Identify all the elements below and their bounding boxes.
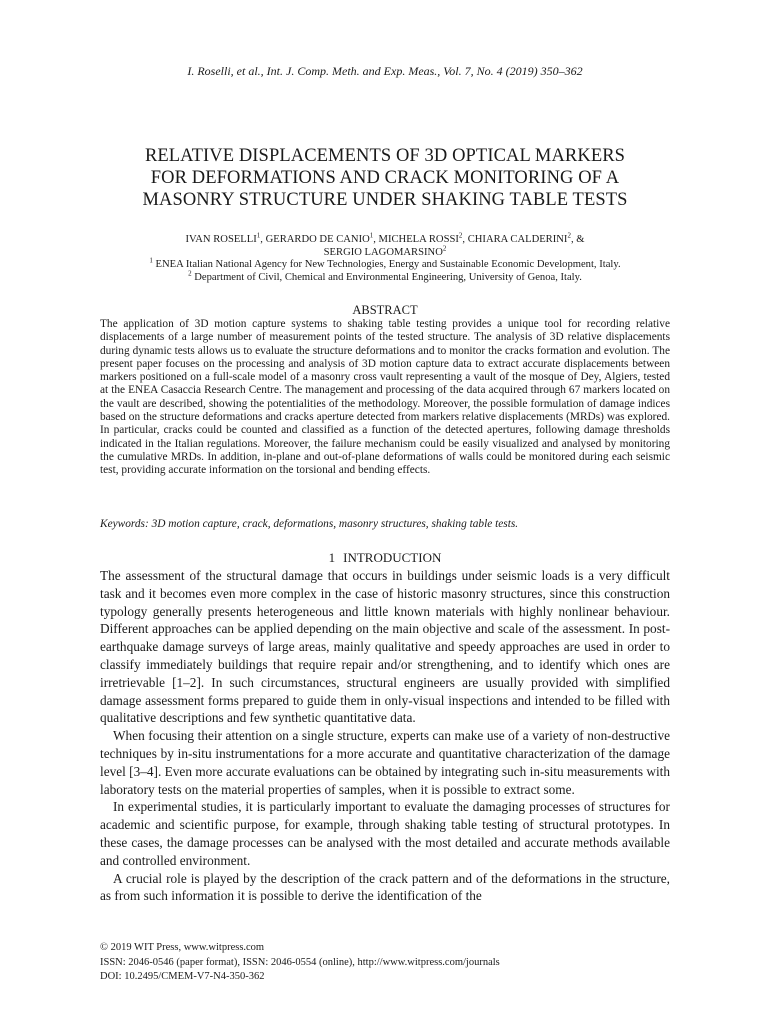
title-line: MASONRY STRUCTURE UNDER SHAKING TABLE TESTS	[142, 190, 628, 210]
title-line: RELATIVE DISPLACEMENTS OF 3D OPTICAL MARKERS	[144, 146, 626, 166]
paragraph: When focusing their attention on a single structure, experts can make use of a variety of non-destructive techniques by in-situ instrumentations for a more accurate and quantitative characterization of the damage level [3–4]. Even more accurate evaluations can be obtained by integrating such in-situ measurements with laboratory tests on the material properties of samples, when it is possible to extract some.	[100, 728, 670, 797]
page-footer	[100, 941, 670, 985]
author-name: , MICHELA ROSSI	[373, 234, 459, 245]
abstract-text: The application of 3D motion capture systems to shaking table testing provides a unique tool for recording relative displacements of a large number of measurement points of the tested structure. The analysis of 3D relative displacements during dynamic tests allows us to evaluate the structure deformations and to monitor the cracks formation and evolution. The present paper focuses on the processing and analysis of 3D motion capture data to extract accurate displacements between markers positioned on a full-scale model of a masonry cross vault representing a vault of the mosque of Dey, Algiers, tested at the ENEA Casaccia Research Centre. The management and processing of the data acquired through 67 markers located on the vault are described, showing the potentialities of the methodology. Moreover, the possible formulation of damage indices based on the structure deformations and cracks aperture detected from markers relative displacements (MRDs) was explored. In particular, cracks could be counted and classified as a function of the detected apertures, following damage thresholds indicated in the Italian regulations. Moreover, the failure mechanism could be easily visualized and analysed by monitoring the cumulative MRDs. In addition, in-plane and out-of-plane deformations of walls could be monitored during each seismic test, providing accurate information on the torsional and bending effects.	[100, 318, 670, 477]
paper-title	[100, 145, 670, 211]
running-head: I. Roselli, et al., Int. J. Comp. Meth. and Exp. Meas., Vol. 7, No. 4 (2019) 350–362	[187, 64, 583, 78]
affil-marker: 1	[256, 231, 261, 240]
author-name: , CHIARA CALDERINI	[462, 234, 568, 245]
issn-line: ISSN: 2046-0546 (paper format), ISSN: 2046-0554 (online), http://www.witpress.com/journals	[100, 956, 500, 968]
section-heading	[100, 550, 670, 566]
paragraph: In experimental studies, it is particularly important to evaluate the damaging processes of structures for academic and scientific purpose, for example, through shaking table testing of structural prototypes. In these cases, the damage processes can be analysed with the most detailed and accurate methods available and controlled environment.	[100, 799, 670, 868]
paragraph: The assessment of the structural damage that occurs in buildings under seismic loads is a very difficult task and it becomes even more complex in the case of historic masonry structures, since this construction typology generally presents heterogeneous and little known materials with highly nonlinear behaviour. Different approaches can be applied depending on the main objective and scale of the assessment. In post-earthquake damage surveys of large areas, mainly qualitative and speedy approaches are used in order to classify immediately buildings that require repair and/or strengthening, and to identify which ones are irretrievable [1–2]. In such circumstances, structural engineers are usually provided with simplified damage assessment forms prepared to guide them in only-visual inspections and intended to be filled with qualitative descriptions and few synthetic quantitative data.	[100, 568, 670, 726]
keywords: Keywords: 3D motion capture, crack, deformations, masonry structures, shaking table tests.	[100, 518, 519, 530]
doi-line: DOI: 10.2495/CMEM-V7-N4-350-362	[100, 971, 265, 982]
author-name: IVAN ROSELLI	[185, 234, 257, 245]
affil-marker: 2	[442, 244, 447, 253]
affiliation	[100, 258, 670, 271]
affil-marker: 2	[458, 231, 463, 240]
affiliation-text: ENEA Italian National Agency for New Technologies, Energy and Sustainable Economic Development, Italy.	[152, 259, 621, 270]
section-body	[100, 567, 670, 905]
abstract-heading: ABSTRACT	[352, 303, 418, 317]
affil-marker: 2	[567, 231, 571, 240]
affil-marker: 2	[188, 269, 192, 278]
affil-marker: 1	[369, 231, 374, 240]
author-line	[100, 233, 670, 246]
affiliation	[100, 271, 670, 284]
affiliation-text: Department of Civil, Chemical and Environmental Engineering, University of Genoa, Italy.	[191, 272, 582, 283]
author-separator: , &	[570, 234, 585, 245]
paragraph: A crucial role is played by the description of the crack pattern and of the deformations in the structure, as from such information it is possible to derive the identification of the	[100, 870, 670, 904]
section-number: 1	[328, 550, 336, 565]
author-name: SERGIO LAGOMARSINO	[323, 247, 443, 258]
author-list	[100, 233, 670, 259]
title-line: FOR DEFORMATIONS AND CRACK MONITORING OF A	[150, 168, 620, 188]
author-name: , GERARDO DE CANIO	[260, 234, 370, 245]
copyright-line: © 2019 WIT Press, www.witpress.com	[100, 942, 265, 953]
affil-marker: 1	[149, 256, 153, 265]
section-title: INTRODUCTION	[343, 550, 442, 565]
